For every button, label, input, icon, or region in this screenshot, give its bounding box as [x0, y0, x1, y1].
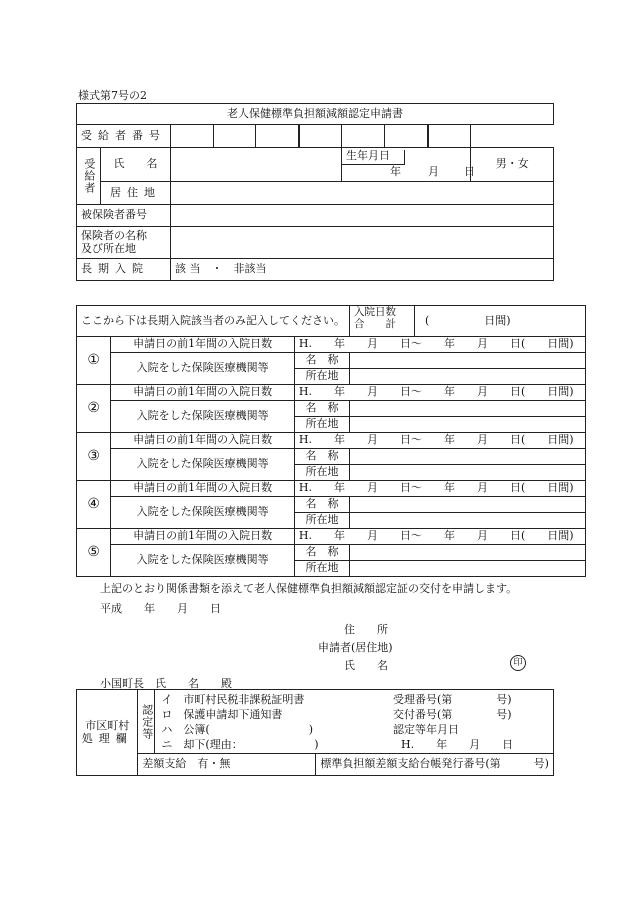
insured-number-label: 被保険者番号	[77, 205, 171, 227]
recipient-number-digit[interactable]	[428, 125, 471, 148]
institution-address-label: 所在地	[294, 513, 349, 529]
cert-item-c[interactable]: ハ 公簿( )	[161, 722, 314, 736]
application-header-table	[76, 103, 554, 281]
institution-name-label: 名 称	[294, 545, 349, 561]
institution-address-field[interactable]	[350, 561, 586, 577]
name-field[interactable]	[171, 148, 342, 182]
institution-address-label: 所在地	[294, 561, 349, 577]
total-days-value: ( 日間)	[425, 313, 511, 327]
office-label-line2: 処理欄	[81, 731, 133, 745]
long-term-label: 長期入院	[77, 259, 171, 281]
institution-address-field[interactable]	[350, 417, 586, 433]
recipient-number-digit[interactable]	[256, 125, 299, 148]
days-label: 申請日の前1年間の入院日数	[111, 481, 295, 497]
institution-address-field[interactable]	[350, 465, 586, 481]
form-title: 老人保健標準負担額減額認定申請書	[77, 104, 554, 125]
institution-name-field[interactable]	[350, 497, 586, 513]
recipient-section-label: 受給者	[77, 148, 101, 205]
recipient-number-digit[interactable]	[385, 125, 428, 148]
days-label: 申請日の前1年間の入院日数	[111, 337, 295, 353]
hospitalization-table	[76, 305, 586, 577]
row-number: ⑤	[77, 529, 111, 577]
institution-name-label: 名 称	[294, 401, 349, 417]
form-number-label: 様式第7号の2	[78, 89, 147, 102]
institution-address-label: 所在地	[294, 465, 349, 481]
institution-address-label: 所在地	[294, 417, 349, 433]
row-number: ①	[77, 337, 111, 385]
cert-item-a[interactable]: イ 市町村民税非課税証明書	[161, 692, 305, 706]
institution-label: 入院をした保険医療機関等	[111, 449, 295, 481]
recipient-number-digit[interactable]	[213, 125, 256, 148]
institution-name-field[interactable]	[350, 545, 586, 561]
difference-payment[interactable]: 差額支給 有・無	[138, 754, 316, 776]
institution-address-field[interactable]	[350, 513, 586, 529]
birthdate-cell[interactable]	[341, 148, 475, 182]
birth-month-label: 月	[427, 164, 439, 178]
institution-name-label: 名 称	[294, 497, 349, 513]
blank-cell	[471, 125, 554, 148]
applicant-label: 申請者(居住地)	[318, 641, 393, 654]
office-label-line1: 市区町村	[85, 718, 130, 732]
applicant-name-label: 氏 名	[344, 659, 388, 672]
period-field[interactable]: H. 年 月 日～ 年 月 日( 日間)	[294, 433, 585, 449]
recipient-number-digit[interactable]	[341, 125, 384, 148]
period-field[interactable]: H. 年 月 日～ 年 月 日( 日間)	[294, 481, 585, 497]
applicant-address-label: 住 所	[344, 623, 388, 636]
address-field[interactable]	[171, 182, 554, 205]
row-number: ④	[77, 481, 111, 529]
ledger-number[interactable]: 標準負担額差額支給台帳発行番号(第 号)	[316, 754, 554, 776]
office-section-label	[77, 690, 138, 776]
issue-number[interactable]: 交付番号(第 号)	[393, 707, 512, 721]
office-processing-table	[76, 689, 554, 776]
receipt-number[interactable]: 受理番号(第 号)	[393, 692, 512, 706]
institution-label: 入院をした保険医療機関等	[111, 401, 295, 433]
days-label: 申請日の前1年間の入院日数	[111, 529, 295, 545]
total-days-cell[interactable]	[350, 306, 586, 337]
insurer-label-line2: 及び所在地	[81, 241, 136, 255]
addressee: 小国町長 氏 名 殿	[100, 677, 232, 690]
seal-mark: 印	[510, 655, 526, 671]
institution-name-label: 名 称	[294, 353, 349, 369]
insured-number-field[interactable]	[171, 205, 554, 227]
cert-item-d[interactable]: ニ 却下(理由： )	[161, 737, 319, 751]
days-label: 申請日の前1年間の入院日数	[111, 433, 295, 449]
recipient-number-digit[interactable]	[299, 125, 342, 148]
period-field[interactable]: H. 年 月 日～ 年 月 日( 日間)	[294, 529, 585, 545]
days-label: 申請日の前1年間の入院日数	[111, 385, 295, 401]
address-label: 居住地	[101, 182, 171, 205]
long-term-selector[interactable]: 該 当 ・ 非該当	[171, 259, 554, 281]
institution-label: 入院をした保険医療機関等	[111, 353, 295, 385]
certification-items	[155, 690, 554, 754]
period-field[interactable]: H. 年 月 日～ 年 月 日( 日間)	[294, 385, 585, 401]
application-date: 平成 年 月 日	[100, 602, 221, 615]
total-days-label: 入院日数	[354, 306, 396, 318]
birth-day-label: 日	[463, 164, 475, 178]
insurer-field[interactable]	[171, 227, 554, 259]
birth-year-label: 年	[389, 164, 401, 178]
name-label: 氏 名	[101, 148, 171, 182]
declaration-statement: 上記のとおり関係書類を添えて老人保健標準負担額減額認定証の交付を申請します。	[100, 582, 518, 595]
institution-label: 入院をした保険医療機関等	[111, 497, 295, 529]
certification-label: 認定等	[138, 690, 155, 754]
cert-item-b[interactable]: ロ 保護申請却下通知書	[161, 707, 283, 721]
certification-date-label: 認定等年月日	[393, 722, 459, 736]
institution-label: 入院をした保険医療機関等	[111, 545, 295, 577]
institution-address-field[interactable]	[350, 369, 586, 385]
insurer-label-line1: 保険者の名称	[81, 228, 147, 242]
institution-address-label: 所在地	[294, 369, 349, 385]
recipient-number-label: 受給者番号	[77, 125, 171, 148]
period-field[interactable]: H. 年 月 日～ 年 月 日( 日間)	[294, 337, 585, 353]
institution-name-label: 名 称	[294, 449, 349, 465]
gender-selector[interactable]: 男・女	[471, 148, 554, 182]
recipient-number-digit[interactable]	[171, 125, 214, 148]
institution-name-field[interactable]	[350, 353, 586, 369]
institution-name-field[interactable]	[350, 449, 586, 465]
insurer-label	[77, 227, 171, 259]
row-number: ②	[77, 385, 111, 433]
instruction-text: ここから下は長期入院該当者のみ記入してください。	[77, 306, 350, 337]
birthdate-label: 生年月日	[342, 150, 405, 165]
certification-date-field[interactable]: H. 年 月 日	[401, 737, 514, 751]
institution-name-field[interactable]	[350, 401, 586, 417]
row-number: ③	[77, 433, 111, 481]
total-label: 合 計	[354, 318, 396, 331]
